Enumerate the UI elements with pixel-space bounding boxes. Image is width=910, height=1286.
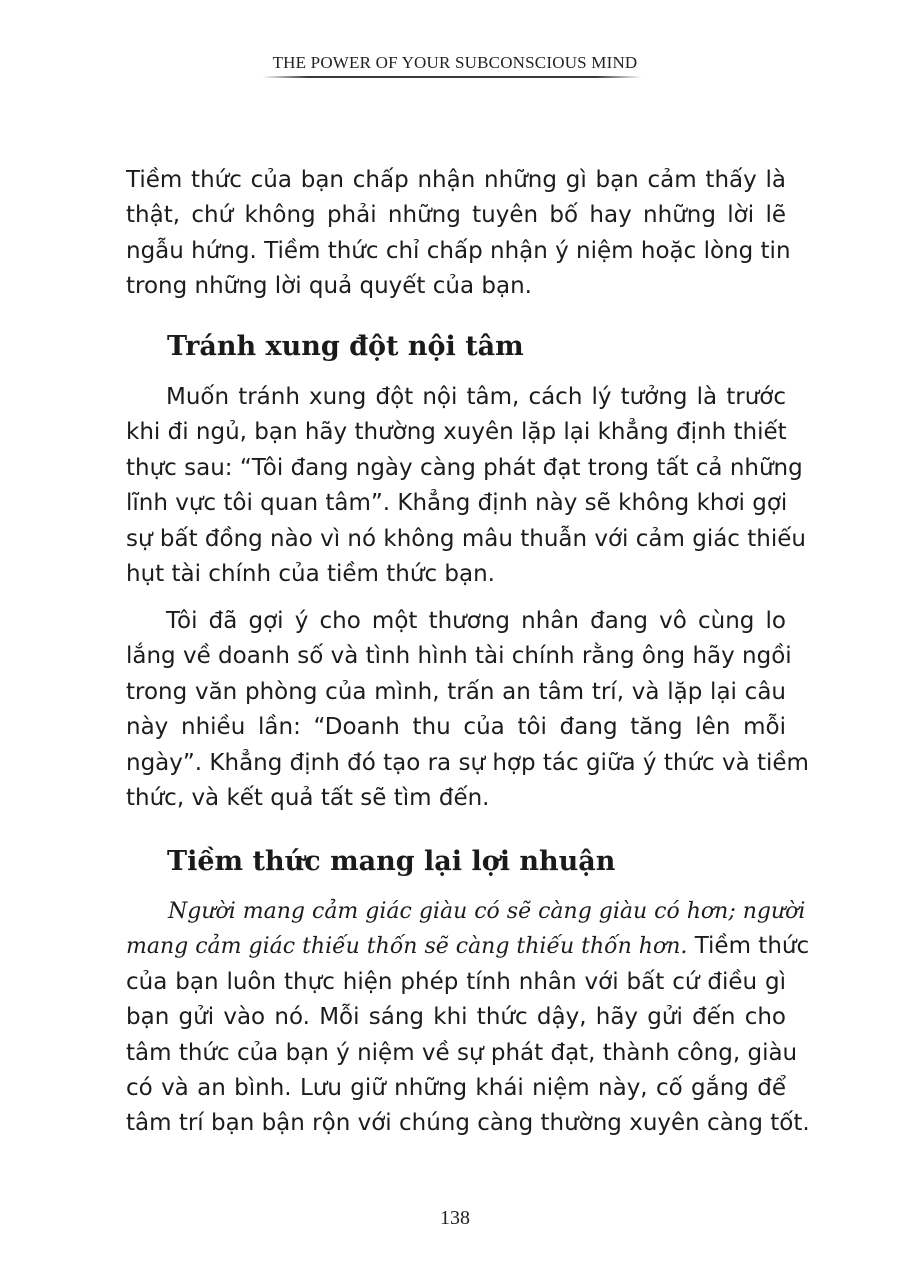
text-line: trong văn phòng của mình, trấn an tâm trí, và lặp lại câu bbox=[126, 678, 786, 705]
text-line: tâm trí bạn bận rộn với chúng càng thường xuyên càng tốt. bbox=[126, 1110, 810, 1137]
header-rule bbox=[262, 76, 642, 78]
section-heading-2: Tiềm thức mang lại lợi nhuận bbox=[167, 846, 616, 877]
text-line: Muốn tránh xung đột nội tâm, cách lý tưởng là trước bbox=[166, 384, 786, 410]
text-line: ngày”. Khẳng định đó tạo ra sự hợp tác giữa ý thức và tiềm bbox=[126, 749, 809, 776]
text-line: sự bất đồng nào vì nó không mâu thuẫn với cảm giác thiếu bbox=[126, 525, 806, 552]
text-line: tâm thức của bạn ý niệm về sự phát đạt, thành công, giàu bbox=[126, 1039, 798, 1066]
text-line: ngẫu hứng. Tiềm thức chỉ chấp nhận ý niệm hoặc lòng tin bbox=[126, 237, 791, 264]
italic-text: mang cảm giác thiếu thốn sẽ càng thiếu thốn hơn. bbox=[126, 934, 688, 960]
text-line: của bạn luôn thực hiện phép tính nhân với bất cứ điều gì bbox=[126, 968, 786, 995]
paragraph-3-first-line bbox=[166, 604, 786, 639]
italic-text-line: Người mang cảm giác giàu có sẽ càng giàu có hơn; người bbox=[168, 899, 806, 924]
running-header: THE POWER OF YOUR SUBCONSCIOUS MIND bbox=[272, 53, 638, 72]
paragraph-4 bbox=[126, 929, 810, 1141]
text-line: thật, chứ không phải những tuyên bố hay những lời lẽ bbox=[126, 202, 786, 229]
text-line: hụt tài chính của tiềm thức bạn. bbox=[126, 560, 495, 587]
page-number: 138 bbox=[440, 1207, 470, 1229]
paragraph-2 bbox=[126, 415, 806, 592]
text-line: Tiềm thức của bạn chấp nhận những gì bạn cảm thấy là bbox=[126, 167, 786, 193]
text-line: thực sau: “Tôi đang ngày càng phát đạt trong tất cả những bbox=[126, 454, 803, 481]
text-line: bạn gửi vào nó. Mỗi sáng khi thức dậy, hãy gửi đến cho bbox=[126, 1004, 786, 1031]
text-line: lắng về doanh số và tình hình tài chính rằng ông hãy ngồi bbox=[126, 643, 792, 670]
plain-text: Tiềm thức bbox=[687, 933, 810, 960]
mixed-text-line bbox=[126, 929, 810, 964]
text-line: này nhiều lần: “Doanh thu của tôi đang tăng lên mỗi bbox=[126, 714, 786, 741]
text-line: trong những lời quả quyết của bạn. bbox=[126, 273, 532, 300]
paragraph-4-first-line bbox=[168, 894, 806, 929]
text-line: có và an bình. Lưu giữ những khái niệm này, cố gắng để bbox=[126, 1074, 786, 1101]
section-heading-1: Tránh xung đột nội tâm bbox=[167, 331, 524, 362]
text-line: thức, và kết quả tất sẽ tìm đến. bbox=[126, 784, 490, 811]
paragraph-1 bbox=[126, 163, 791, 305]
paragraph-3 bbox=[126, 639, 809, 816]
text-line: Tôi đã gợi ý cho một thương nhân đang vô cùng lo bbox=[166, 608, 786, 634]
paragraph-2-first-line bbox=[166, 380, 786, 415]
text-line: lĩnh vực tôi quan tâm”. Khẳng định này sẽ không khơi gợi bbox=[126, 490, 788, 517]
text-line: khi đi ngủ, bạn hãy thường xuyên lặp lại khẳng định thiết bbox=[126, 419, 787, 446]
